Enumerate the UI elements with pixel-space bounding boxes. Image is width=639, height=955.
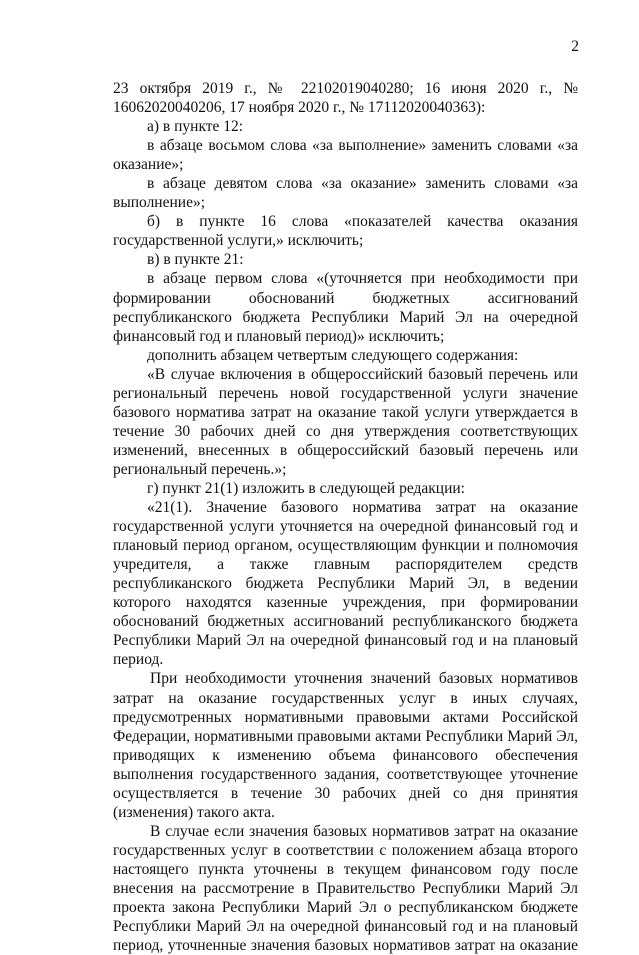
document-body [113, 79, 578, 955]
paragraph-9: «В случае включения в общероссийский базовый перечень или региональный перечень новой государственной услуги значение базового норматива затрат на оказание такой услуги утверждается в течение 30 рабочих дней со дня утверждения соответствующих изменений, внесенных в общероссийский базовый перечень или региональный перечень.»; [113, 365, 578, 478]
paragraph-1: 23 октября 2019 г., № 22102019040280; 16 июня 2020 г., № 16062020040206, 17 ноября 2020 г., № 17112020040363): [113, 80, 578, 117]
paragraph-2: а) в пункте 12: [147, 118, 244, 136]
paragraph-5: б) в пункте 16 слова «показателей качества оказания государственной услуги,» исключить; [113, 213, 578, 250]
paragraph-13: В случае если значения базовых нормативов затрат на оказание государственных услуг в соответствии с положением абзаца второго настоящего пункта уточнены в текущем финансовом году после внесения на рассмотрение в Правительство Республики Марий Эл проекта закона Республики Марий Эл о республиканском бюджете Республики Марий Эл на очередной финансовый год и на плановый период, уточненные значения базовых нормативов затрат на оказание [113, 822, 578, 955]
paragraph-7: в абзаце первом слова «(уточняется при необходимости при формировании обоснований бюджетных ассигнований республиканского бюджета Республики Марий Эл на очередной финансовый год и плановый период)» исключить; [113, 270, 578, 345]
paragraph-4: в абзаце девятом слова «за оказание» заменить словами «за выполнение»; [113, 175, 578, 212]
paragraph-10: г) пункт 21(1) изложить в следующей редакции: [147, 479, 465, 497]
paragraph-3: в абзаце восьмом слова «за выполнение» заменить словами «за оказание»; [113, 137, 578, 174]
paragraph-8: дополнить абзацем четвертым следующего содержания: [147, 346, 519, 364]
paragraph-11: «21(1). Значение базового норматива затрат на оказание государственной услуги уточняется на очередной финансовый год и плановый период органом, осуществляющим функции и полномочия учредителя, а также главным распорядителем средств республиканского бюджета Республики Марий Эл, в ведении которого находятся казенные учреждения, при формировании обоснований бюджетных ассигнований республиканского бюджета Республики Марий Эл на очередной финансовый год и на плановый период. [113, 499, 578, 669]
page-number: 2 [571, 38, 579, 55]
paragraph-6: в) в пункте 21: [147, 251, 244, 269]
paragraph-12: При необходимости уточнения значений базовых нормативов затрат на оказание государственных услуг в иных случаях, предусмотренных нормативными правовыми актами Российской Федерации, нормативными правовыми актами Республики Марий Эл, приводящих к изменению объема финансового обеспечения выполнения государственного задания, соответствующее уточнение осуществляется в течение 30 рабочих дней со дня принятия (изменения) такого акта. [113, 670, 578, 821]
